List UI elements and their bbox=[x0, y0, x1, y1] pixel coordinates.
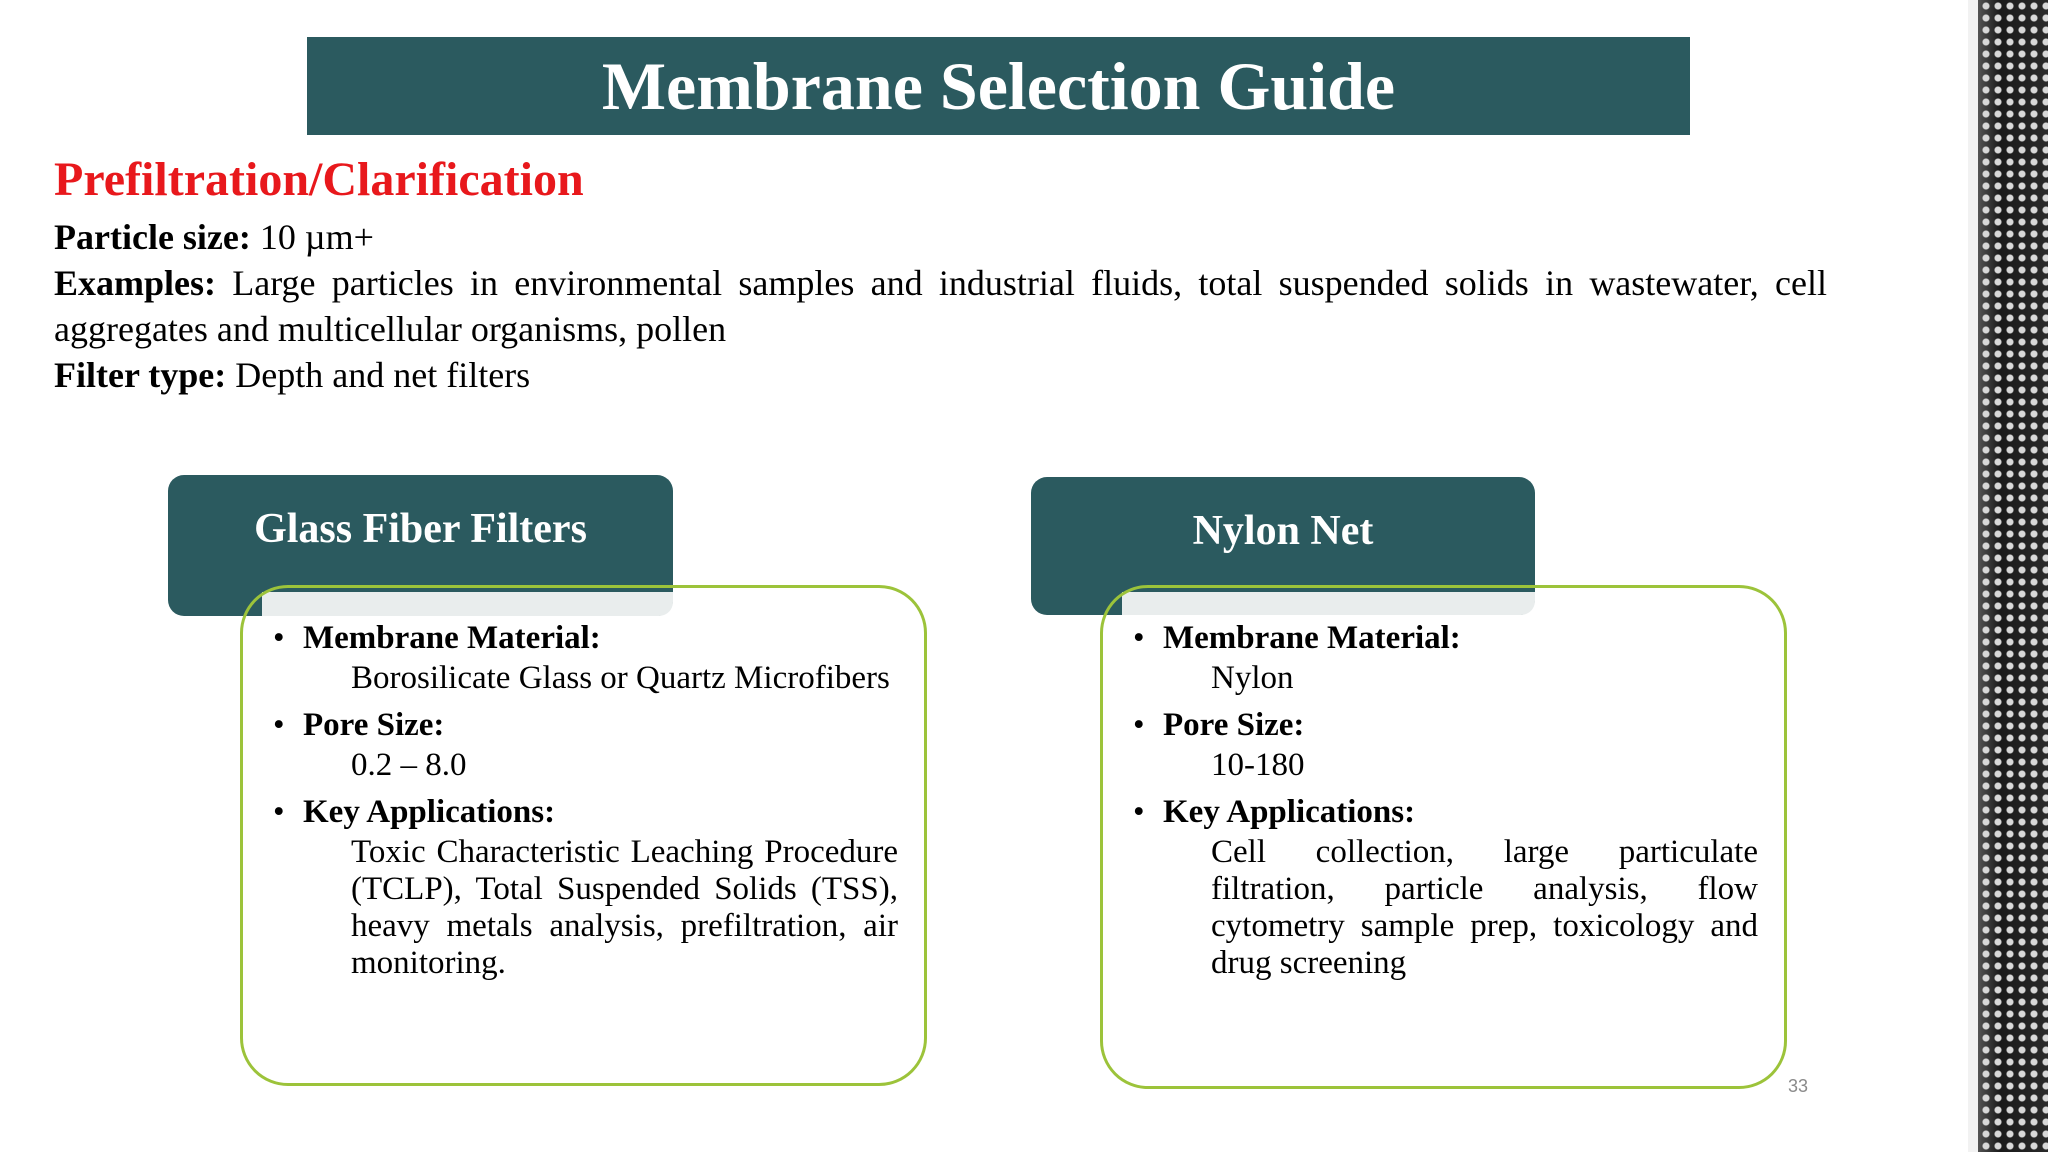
nylon-net-list bbox=[1133, 616, 1758, 988]
glass-fiber-list bbox=[273, 616, 898, 988]
title-bar bbox=[307, 37, 1690, 135]
material-value: Borosilicate Glass or Quartz Microfibers bbox=[351, 660, 890, 696]
filter-type-label: Filter type: bbox=[54, 355, 227, 395]
pore-size-value: 10-180 bbox=[1211, 747, 1305, 783]
particle-size-label: Particle size: bbox=[54, 217, 251, 257]
glass-fiber-card bbox=[240, 585, 927, 1086]
particle-size-value: 10 µm+ bbox=[259, 217, 374, 257]
filter-type-line bbox=[54, 352, 1827, 398]
side-strip-edge bbox=[1968, 0, 1978, 1152]
page-number: 33 bbox=[1788, 1076, 1809, 1096]
applications-label: • Key Applications: bbox=[273, 790, 898, 834]
material-value: Nylon bbox=[1211, 660, 1294, 696]
material-label: • Membrane Material: bbox=[1133, 616, 1758, 660]
examples-value: Large particles in environmental samples and industrial fluids, total suspended solids in wastewater, cell aggregates and multicellular organisms, pollen bbox=[54, 263, 1827, 349]
pore-size-value: 0.2 – 8.0 bbox=[351, 747, 467, 783]
filter-type-value: Depth and net filters bbox=[235, 355, 531, 395]
particle-size-line bbox=[54, 214, 1827, 260]
decorative-side-strip bbox=[1968, 0, 2048, 1152]
section-heading: Prefiltration/Clarification bbox=[54, 153, 584, 206]
pore-size-label: • Pore Size: bbox=[273, 703, 898, 747]
list-item bbox=[1133, 703, 1758, 784]
list-item bbox=[273, 616, 898, 697]
nylon-net-tab-label: Nylon Net bbox=[1192, 508, 1374, 554]
glass-fiber-tab-label: Glass Fiber Filters bbox=[254, 506, 587, 552]
applications-value: Toxic Characteristic Leaching Procedure (TCLP), Total Suspended Solids (TSS), heavy metals analysis, prefiltration, air monitoring. bbox=[351, 834, 898, 981]
pore-size-label: • Pore Size: bbox=[1133, 703, 1758, 747]
examples-line bbox=[54, 260, 1827, 352]
applications-label: • Key Applications: bbox=[1133, 790, 1758, 834]
examples-label: Examples: bbox=[54, 263, 216, 303]
list-item bbox=[273, 790, 898, 982]
material-label: • Membrane Material: bbox=[273, 616, 898, 660]
list-item bbox=[1133, 616, 1758, 697]
list-item bbox=[1133, 790, 1758, 982]
list-item bbox=[273, 703, 898, 784]
applications-value: Cell collection, large particulate filtration, particle analysis, flow cytometry sample prep, toxicology and drug screening bbox=[1211, 834, 1758, 981]
nylon-net-card bbox=[1100, 585, 1787, 1089]
page-title: Membrane Selection Guide bbox=[601, 47, 1396, 124]
